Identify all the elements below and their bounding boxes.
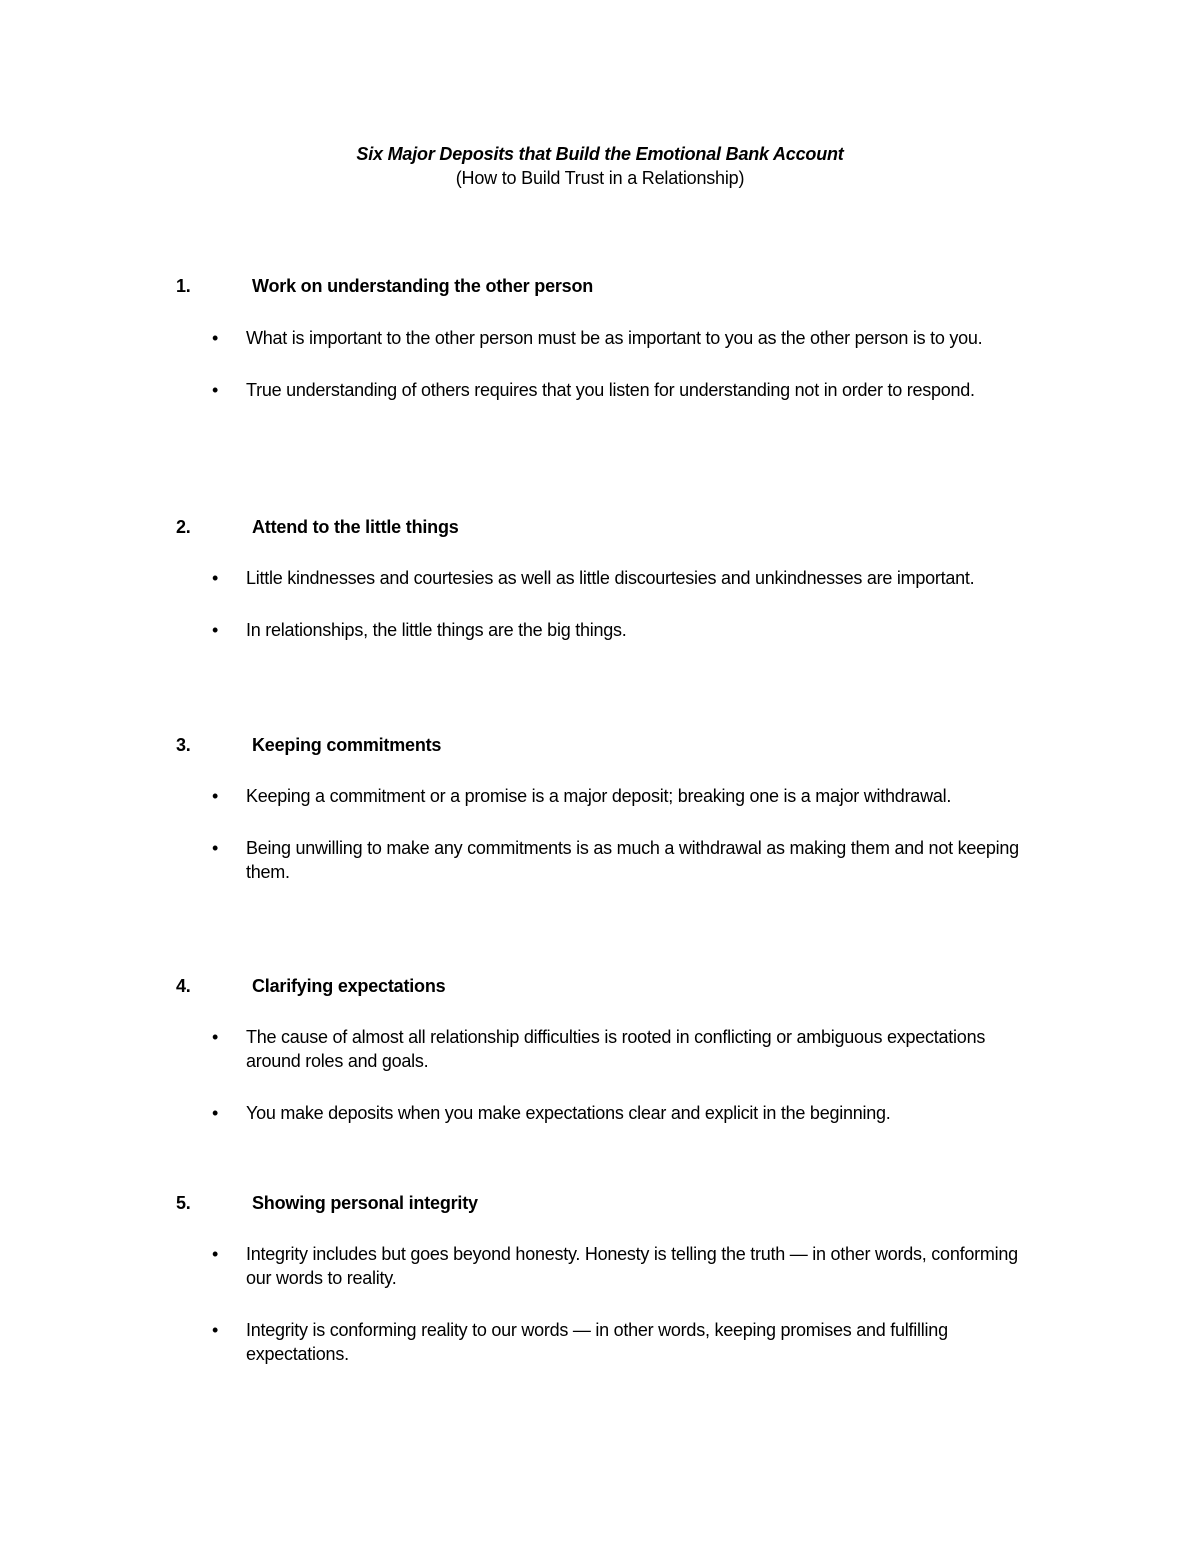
section-number: 4.: [176, 976, 191, 996]
section-heading: Clarifying expectations: [252, 976, 446, 996]
section-heading: Attend to the little things: [252, 517, 459, 537]
bullet-icon: •: [212, 620, 219, 640]
section-number: 5.: [176, 1193, 191, 1213]
list-item: [212, 618, 1026, 642]
bullet-icon: •: [212, 380, 219, 400]
list-item: [212, 1318, 1026, 1366]
list-item: [212, 326, 1026, 350]
section-1: [176, 274, 1036, 402]
section-number: 3.: [176, 735, 191, 755]
section-3: [176, 733, 1036, 884]
bullet-icon: •: [212, 1103, 219, 1123]
bullet-text: In relationships, the little things are the big things.: [246, 620, 627, 640]
list-item: [212, 1025, 1026, 1073]
section-header: [176, 515, 1036, 539]
bullet-text: True understanding of others requires that you listen for understanding not in order to respond.: [246, 380, 975, 400]
document-title: Six Major Deposits that Build the Emotional Bank Account: [356, 144, 844, 164]
list-item: [212, 1242, 1026, 1290]
section-heading: Work on understanding the other person: [252, 276, 594, 296]
document-subtitle: (How to Build Trust in a Relationship): [455, 168, 745, 188]
bullet-text: Little kindnesses and courtesies as well as little discourtesies and unkindnesses are important.: [246, 568, 975, 588]
section-header: [176, 733, 1036, 757]
section-2: [176, 515, 1036, 642]
title-block: [0, 142, 1200, 190]
bullet-icon: •: [212, 786, 219, 806]
bullet-text: You make deposits when you make expectations clear and explicit in the beginning.: [246, 1103, 891, 1123]
bullet-icon: •: [212, 568, 219, 588]
bullet-text: What is important to the other person must be as important to you as the other person is to you.: [246, 328, 983, 348]
list-item: [212, 378, 1026, 402]
section-header: [176, 974, 1036, 998]
list-item: [212, 1101, 1026, 1125]
bullet-icon: •: [212, 1320, 219, 1340]
section-4: [176, 974, 1036, 1125]
bullet-icon: •: [212, 838, 219, 858]
bullet-icon: •: [212, 1027, 219, 1047]
section-heading: Showing personal integrity: [252, 1193, 478, 1213]
bullet-text: Integrity is conforming reality to our words — in other words, keeping promises and fulfilling expectations.: [246, 1320, 948, 1364]
list-item: [212, 566, 1026, 590]
bullet-text: The cause of almost all relationship difficulties is rooted in conflicting or ambiguous expectations around roles and goals.: [246, 1027, 986, 1071]
section-header: [176, 1191, 1036, 1215]
section-5: [176, 1191, 1036, 1366]
section-number: 2.: [176, 517, 191, 537]
bullet-text: Keeping a commitment or a promise is a major deposit; breaking one is a major withdrawal.: [246, 786, 952, 806]
list-item: [212, 836, 1026, 884]
section-number: 1.: [176, 276, 191, 296]
section-header: [176, 274, 1036, 298]
bullet-icon: •: [212, 1244, 219, 1264]
section-heading: Keeping commitments: [252, 735, 442, 755]
bullet-text: Integrity includes but goes beyond honesty. Honesty is telling the truth — in other words, conforming our words to reality.: [246, 1244, 1018, 1288]
bullet-icon: •: [212, 328, 219, 348]
bullet-text: Being unwilling to make any commitments is as much a withdrawal as making them and not keeping them.: [246, 838, 1019, 882]
list-item: [212, 784, 1026, 808]
